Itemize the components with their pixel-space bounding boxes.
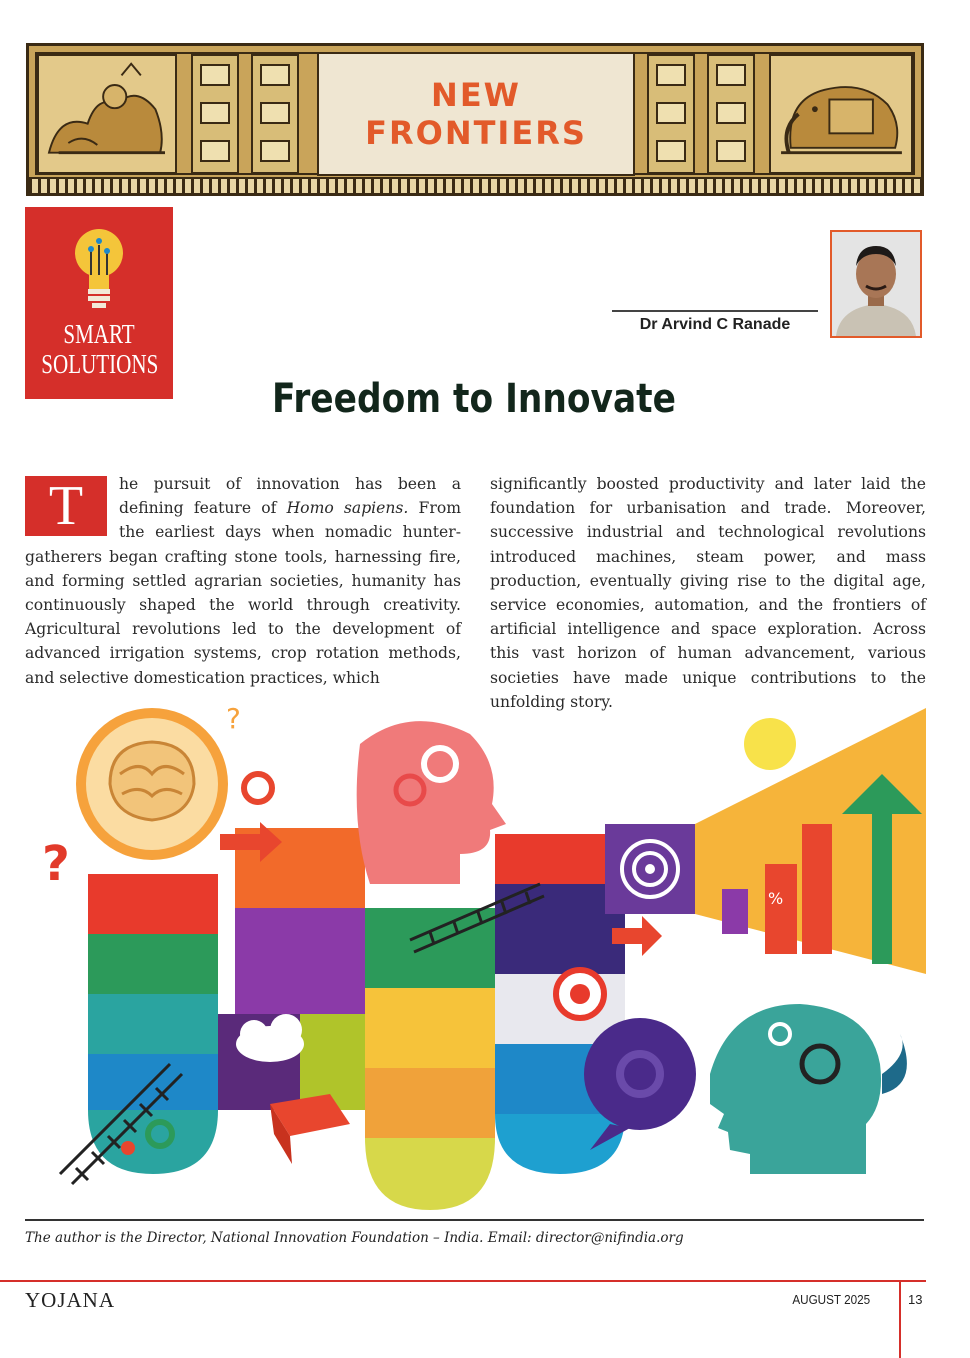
footnote-rule (25, 1219, 924, 1221)
banner-title-line1: NEW (431, 76, 521, 114)
color-block (88, 994, 218, 1054)
banner-ornament-right-outer (707, 54, 755, 174)
bar-icon (722, 889, 748, 934)
issue-date: AUGUST 2025 (792, 1292, 871, 1307)
deity-illustration (39, 56, 175, 172)
innovation-illustration (30, 704, 926, 1210)
footer-rule (0, 1280, 926, 1282)
banner-title-panel (317, 52, 635, 176)
color-block (88, 874, 218, 934)
author-name: Dr Arvind C Ranade (639, 316, 791, 333)
color-block (365, 988, 495, 1068)
banner-title-line2: FRONTIERS (365, 114, 587, 152)
gear-icon (244, 774, 272, 802)
banner-ornament-left-outer (191, 54, 239, 174)
question-mark-small: ? (226, 704, 241, 735)
head-silhouette-icon (357, 721, 506, 884)
color-block (235, 908, 365, 1014)
section-banner (26, 43, 924, 196)
brain-lightbulb-icon (76, 708, 228, 860)
banner-right-artwork (769, 54, 913, 174)
idea-cloud-icon (744, 718, 796, 770)
percent-label: % (768, 889, 784, 908)
thinking-head-icon (710, 1004, 907, 1174)
color-block (365, 1068, 495, 1138)
color-block (365, 1138, 495, 1210)
color-block (88, 934, 218, 994)
banner-ornament-left-inner (251, 54, 299, 174)
bar-icon (765, 864, 797, 954)
column-1-text-a: he pursuit of innovation has been a defining feature of (119, 475, 461, 518)
banner-bottom-strip (29, 177, 921, 193)
article-column-1 (25, 472, 461, 690)
author-rule (612, 310, 818, 312)
lightbulb-icon (73, 221, 125, 321)
color-block (365, 908, 495, 988)
author-portrait (832, 232, 920, 336)
author-footnote: The author is the Director, National Innovation Foundation – India. Email: director@nifindia.org (25, 1230, 684, 1246)
column-tag-label (41, 319, 159, 379)
column-tag-smart-solutions (25, 207, 173, 399)
red-target-icon (556, 970, 604, 1018)
column-tag-line1: SMART (63, 319, 135, 349)
publication-name: YOJANA (25, 1288, 115, 1312)
column-tag-line2: SOLUTIONS (41, 349, 159, 379)
column-1-text-b: From the earliest days when nomadic hunter-gatherers began crafting stone tools, harnessing fire, and forming settled agrarian societies, humanity has continuously shaped the world through creativity. Agricultural revolutions led to the development of advanced irrigation systems, crop rotation methods, and selective domestication practices, which (25, 499, 461, 687)
footer-divider (899, 1280, 901, 1358)
drop-cap: T (25, 476, 107, 536)
question-mark-large: ? (42, 836, 70, 892)
article-headline: Freedom to Innovate (272, 376, 676, 422)
article-column-2: significantly boosted productivity and later laid the foundation for urbanisation and trade. Moreover, successive industrial and technological revolutions introduced machines, steam power, and mass production, eventually giving rise to the digital age, service economies, automation, and the frontiers of artificial intelligence and space exploration. Across this vast horizon of human advancement, various societies have made unique contributions to the unfolding story. (490, 475, 926, 711)
species-name: Homo sapiens. (286, 499, 409, 518)
color-block (495, 1114, 625, 1174)
author-photo (830, 230, 922, 338)
banner-ornament-right-inner (647, 54, 695, 174)
banner-left-artwork (37, 54, 177, 174)
bar-icon (802, 824, 832, 954)
elephant-illustration (771, 56, 911, 172)
color-block (300, 1014, 365, 1110)
page-number: 13 (908, 1292, 923, 1307)
